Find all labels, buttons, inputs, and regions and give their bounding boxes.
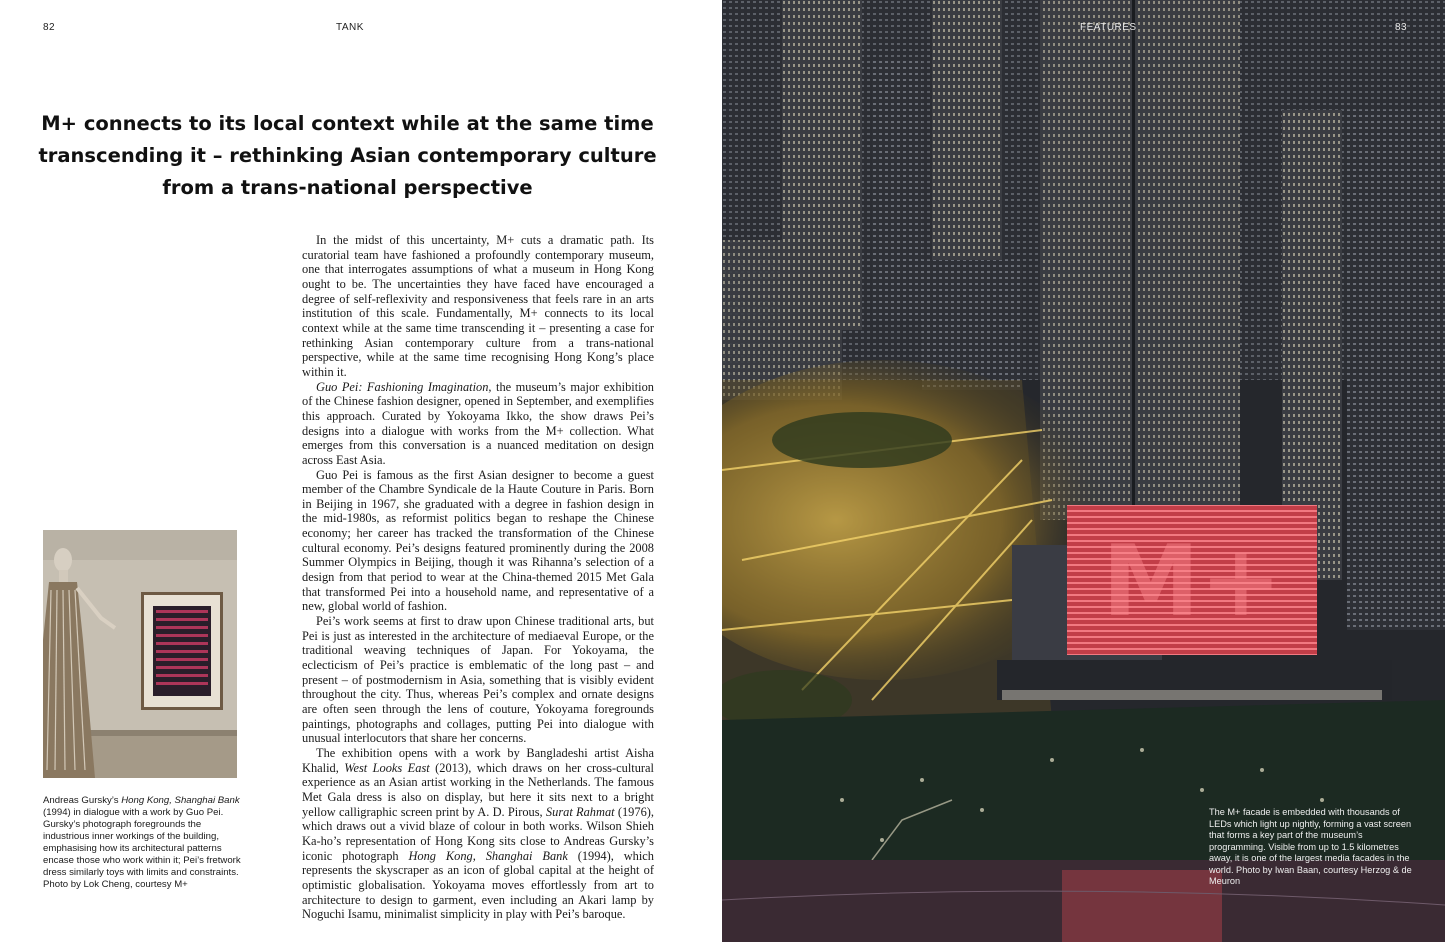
page-number-left: 82 (43, 22, 56, 33)
running-header-features: FEATURES (1080, 22, 1137, 33)
right-page-photo (722, 0, 1445, 942)
left-page (0, 0, 722, 942)
m-plus-led-sign: M+ (1102, 525, 1282, 639)
italic-exhibition-title: Guo Pei: Fashioning Imagination, (316, 379, 492, 394)
running-header-tank: TANK (336, 22, 364, 33)
paragraph-2: Guo Pei: Fashioning Imagination, the museum’s major exhibition of the Chinese fashion designer, opened in September, and exemplifies this approach. Curated by Yokoyama Ikko, the show draws Pei’s designs into a dialogue with works from the M+ collection. What emerges from this conversation is a nuanced meditation on design across East Asia. (302, 379, 654, 467)
paragraph-3: Guo Pei is famous as the first Asian designer to become a guest member of the Chambre Syndicale de la Haute Couture in Paris. Born in Beijing in 1967, she graduated with a degree in fashion design in the mid-1980s, as reformist politics began to reshape the Chinese economy; her career has tracked the transformation of the Chinese cultural economy. Pei’s designs featured prominently during the 2008 Summer Olympics in Beijing, though it was Rihanna’s selection of a design from that period to wear at the China-themed 2015 Met Gala that transformed Pei into a household name, and representative of a new, global world of fashion. (302, 467, 654, 614)
page-number-right: 83 (1395, 22, 1408, 33)
photo-caption-left: Andreas Gursky’s Hong Kong, Shanghai Bank (1994) in dialogue with a work by Guo Pei. Gursky’s photograph foregrounds the industrious inner workings of the building, emphasising how its architectural patterns encase those who work within it; Pei’s fretwork dress similarly toys with limits and constraints. Photo by Lok Cheng, courtesy M+ (43, 795, 241, 890)
photo-caption-right: The M+ facade is embedded with thousands of LEDs which light up nightly, forming a vast screen that forms a key part of the museum’s programming. Visible from up to 1.5 kilometres away, it is one of the largest media facades in the world. Photo by Iwan Baan, courtesy Herzog & de Meuron (1209, 807, 1412, 886)
night-cityscape-illustration (722, 0, 1445, 942)
italic-surat-rahmat: Surat Rahmat (545, 804, 615, 819)
pull-quote: M+ connects to its local context while at the same time transcending it – rethinking Asian contemporary culture from a trans-national perspective (38, 112, 657, 199)
italic-west-looks-east: West Looks East (344, 760, 430, 775)
gallery-photo-illustration (43, 530, 237, 778)
paragraph-5: The exhibition opens with a work by Bangladeshi artist Aisha Khalid, West Looks East (2013), which draws on her cross-cultural experience as an Asian artist working in the Netherlands. The famous Met Gala dress is also on display, but here it sits next to a bright yellow calligraphic screen print by A. D. Pirous, Surat Rahmat (1976), which draws out a vivid blaze of colour in both works. Wilson Shieh Ka-ho’s representation of Hong Kong sits close to Andreas Gursky’s iconic photograph Hong Kong, Shanghai Bank (1994), which represents the skyscraper as an icon of global capital at the height of optimistic globalisation. Yokoyama moves effortlessly from art to architecture to design to garment, even including an Akari lamp by Noguchi Isamu, minimalist simplicity in play with Pei’s baroque. (302, 745, 655, 922)
article-body (302, 233, 654, 922)
paragraph-1: In the midst of this uncertainty, M+ cuts a dramatic path. Its curatorial team have fashioned a profoundly contemporary museum, one that interrogates assumptions of what a museum in Hong Kong ought to be. The uncertainties they have faced have encouraged a degree of self-reflexivity and responsiveness that feels rare in an arts institution of this scale. Fundamentally, M+ connects to its local context while at the same time transcending it – presenting a case for rethinking Asian contemporary culture from a trans-national perspective, while at the same time recognising Hong Kong’s place within it. (302, 233, 654, 379)
gallery-photo (43, 530, 237, 778)
paragraph-4: Pei’s work seems at first to draw upon Chinese traditional arts, but Pei is just as interested in the architecture of mediaeval Europe, or the traditional weaving techniques of Japan. For Yokoyama, the eclecticism of Pei’s practice is emblematic of the long past – and present – of postmodernism in Asia, something that is visibly evident throughout the city. Thus, whereas Pei’s complex and ornate designs are often seen through the lens of couture, Yokoyama foregrounds paintings, photographs and collages, putting Pei into dialogue with unusual interlocutors that share her concerns. (302, 614, 654, 746)
italic-hk-shanghai-bank: Hong Kong, Shanghai Bank (408, 848, 568, 863)
